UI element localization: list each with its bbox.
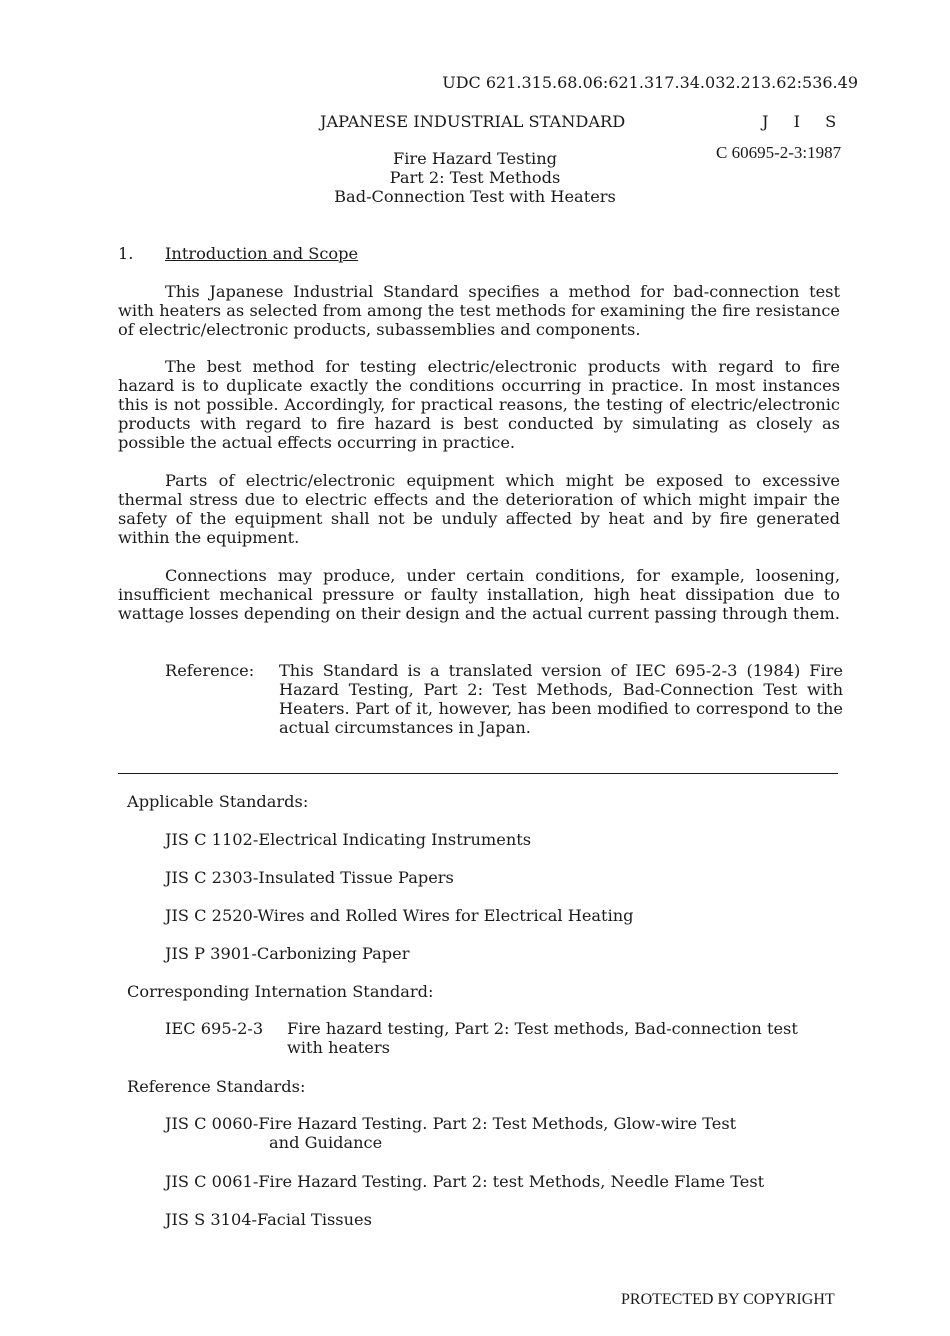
standard-organization: JAPANESE INDUSTRIAL STANDARD <box>320 112 626 131</box>
copyright-notice: PROTECTED BY COPYRIGHT <box>621 1291 835 1308</box>
applicable-standard-item: JIS C 1102-Electrical Indicating Instruments <box>165 830 532 849</box>
footnote-divider <box>118 773 838 774</box>
corresponding-standard-heading: Corresponding Internation Standard: <box>127 982 434 1001</box>
paragraph: Parts of electric/electronic equipment which might be exposed to excessive thermal stress due to electric effects and the deterioration of which might impair the safety of the equipment shall not be unduly affected by heat and by fire generated within the equipment. <box>118 471 840 547</box>
title-line: Bad-Connection Test with Heaters <box>334 187 616 206</box>
applicable-standard-item: JIS P 3901-Carbonizing Paper <box>165 944 410 963</box>
applicable-standards-heading: Applicable Standards: <box>127 792 309 811</box>
reference-text: This Standard is a translated version of IEC 695-2-3 (1984) Fire Hazard Testing, Part 2: Test Methods, Bad-Connection Test with Heaters. Part of it, however, has been modified to correspond to the actual circumstances in Japan. <box>279 661 843 737</box>
corresponding-standard-title: Fire hazard testing, Part 2: Test methods, Bad-connection test with heaters <box>287 1019 798 1057</box>
reference-label: Reference: <box>165 661 255 680</box>
jis-mark: J I S <box>762 112 847 131</box>
standard-number: C 60695-2-3:1987 <box>716 143 842 162</box>
reference-standard-item: JIS S 3104-Facial Tissues <box>165 1210 372 1229</box>
reference-standard-item-continued: and Guidance <box>269 1133 383 1152</box>
paragraph: The best method for testing electric/electronic products with regard to fire hazard is to duplicate exactly the conditions occurring in practice. In most instances this is not possible. Accordingly, for practical reasons, the testing of electric/electronic products with regard to fire hazard is best conducted by simulating as closely as possible the actual effects occurring in practice. <box>118 357 840 452</box>
corresponding-standard-id: IEC 695-2-3 <box>165 1019 264 1038</box>
section-title: Introduction and Scope <box>165 244 359 263</box>
paragraph: This Japanese Industrial Standard specifies a method for bad-connection test with heaters as selected from among the test methods for examining the fire resistance of electric/electronic products, subassemblies and components. <box>118 282 840 339</box>
title-line: Part 2: Test Methods <box>389 168 561 187</box>
reference-standards-heading: Reference Standards: <box>127 1077 306 1096</box>
applicable-standard-item: JIS C 2520-Wires and Rolled Wires for Electrical Heating <box>165 906 634 925</box>
applicable-standard-item: JIS C 2303-Insulated Tissue Papers <box>165 868 454 887</box>
title-line: Fire Hazard Testing <box>393 149 557 168</box>
reference-standard-item: JIS C 0060-Fire Hazard Testing. Part 2: Test Methods, Glow-wire Test <box>165 1114 737 1133</box>
reference-standard-item: JIS C 0061-Fire Hazard Testing. Part 2: test Methods, Needle Flame Test <box>165 1172 765 1191</box>
section-number: 1. <box>118 244 134 263</box>
udc-code: UDC 621.315.68.06:621.317.34.032.213.62:536.49 <box>442 73 858 92</box>
document-title <box>320 149 630 206</box>
paragraph: Connections may produce, under certain conditions, for example, loosening, insufficient mechanical pressure or faulty installation, high heat dissipation due to wattage losses depending on their design and the actual current passing through them. <box>118 566 840 623</box>
